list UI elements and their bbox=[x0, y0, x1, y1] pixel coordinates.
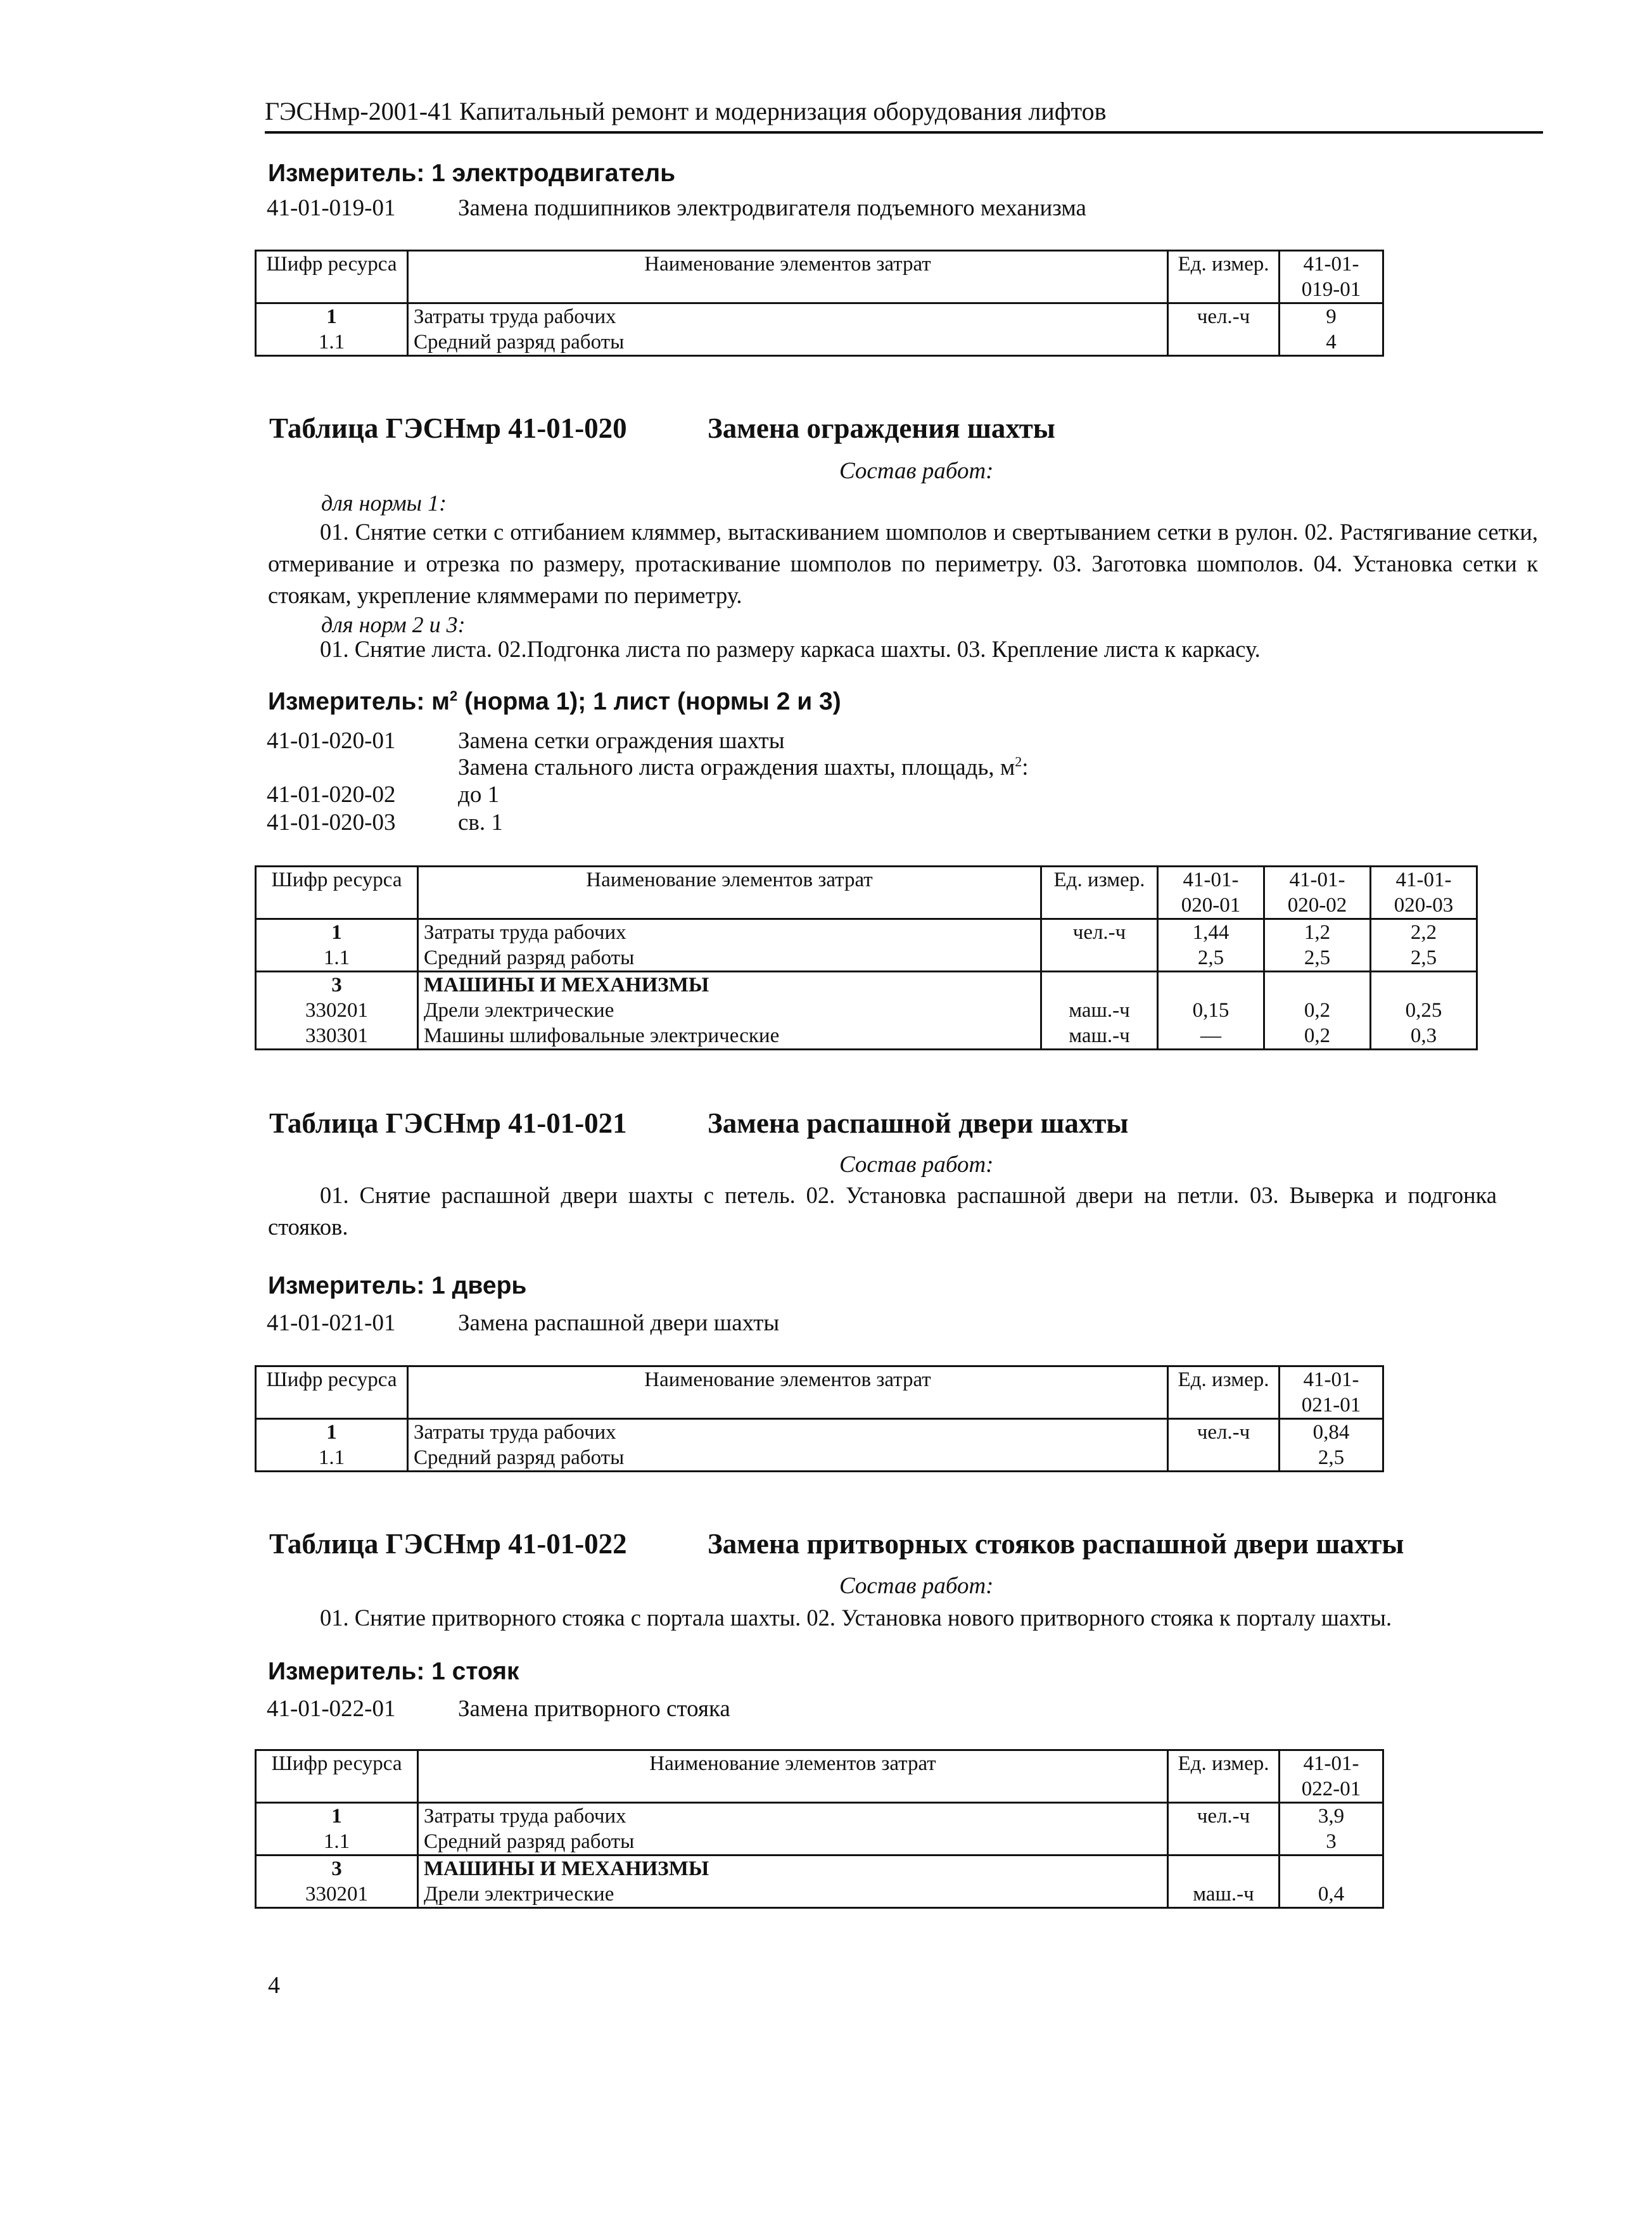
row-value bbox=[1264, 972, 1371, 998]
table-title-code: Таблица ГЭСНмр 41-01-022 bbox=[269, 1528, 627, 1560]
row-value bbox=[1158, 972, 1264, 998]
header-norm-2: 020-03 bbox=[1371, 893, 1477, 919]
row-code: 3 bbox=[256, 1856, 418, 1882]
norm-group-colon: : bbox=[1022, 754, 1029, 780]
work-composition-text: 01. Снятие притворного стояка с портала шахты. 02. Установка нового притворного стояка к порталу шахты. bbox=[320, 1605, 1392, 1631]
measure-text: Измеритель: м bbox=[268, 688, 450, 715]
row-name: Дрели электрические bbox=[418, 1881, 1168, 1908]
header-norm: 41-01- bbox=[1280, 251, 1383, 277]
norm-name: св. 1 bbox=[458, 810, 503, 836]
header-norm-2: 020-02 bbox=[1264, 893, 1371, 919]
row-name: Машины шлифовальные электрические bbox=[418, 1023, 1041, 1050]
row-value: 0,25 bbox=[1371, 998, 1477, 1023]
row-code: 1.1 bbox=[256, 1445, 408, 1472]
measure-line: Измеритель: 1 дверь bbox=[268, 1272, 527, 1299]
header-unit: Ед. измер. bbox=[1168, 1366, 1280, 1393]
row-name: Затраты труда рабочих bbox=[418, 1803, 1168, 1830]
row-value: 1,44 bbox=[1158, 919, 1264, 946]
row-value: 2,2 bbox=[1371, 919, 1477, 946]
row-unit bbox=[1168, 329, 1280, 356]
row-unit bbox=[1041, 972, 1158, 998]
row-unit: маш.-ч bbox=[1168, 1881, 1280, 1908]
header-norm: 41-01- bbox=[1280, 1750, 1383, 1777]
resource-table-022 bbox=[255, 1749, 1384, 1909]
row-unit: чел.-ч bbox=[1041, 919, 1158, 946]
header-name: Наименование элементов затрат bbox=[418, 1750, 1168, 1777]
table-title-name: Замена притворных стояков распашной двери шахты bbox=[708, 1528, 1404, 1560]
row-value: 1,2 bbox=[1264, 919, 1371, 946]
row-value: 3 bbox=[1280, 1829, 1383, 1856]
norm-group-text: Замена стального листа ограждения шахты, площадь, м bbox=[458, 754, 1015, 780]
row-name: Затраты труда рабочих bbox=[408, 1419, 1168, 1446]
header-norm-2: 022-01 bbox=[1280, 1776, 1383, 1803]
row-code: 330301 bbox=[256, 1023, 418, 1050]
row-unit bbox=[1168, 1856, 1280, 1882]
norm-2-3-label: для норм 2 и 3: bbox=[321, 612, 466, 637]
work-composition-label: Состав работ: bbox=[839, 458, 994, 484]
header-norm: 41-01- bbox=[1264, 867, 1371, 893]
resource-table-019 bbox=[255, 250, 1384, 357]
work-composition-label: Состав работ: bbox=[839, 1152, 994, 1178]
row-value: 0,2 bbox=[1264, 1023, 1371, 1050]
norm-code: 41-01-022-01 bbox=[267, 1696, 396, 1722]
row-value: 2,5 bbox=[1280, 1445, 1383, 1472]
row-unit: маш.-ч bbox=[1041, 998, 1158, 1023]
header-unit: Ед. измер. bbox=[1168, 1750, 1280, 1777]
norm-code: 41-01-021-01 bbox=[267, 1310, 396, 1336]
header-code: Шифр ресурса bbox=[256, 1750, 418, 1777]
row-value bbox=[1280, 1856, 1383, 1882]
row-code: 3 bbox=[256, 972, 418, 998]
row-value: 0,3 bbox=[1371, 1023, 1477, 1050]
resource-table-020 bbox=[255, 865, 1478, 1050]
row-value: — bbox=[1158, 1023, 1264, 1050]
measure-line bbox=[268, 688, 841, 716]
header-code: Шифр ресурса bbox=[256, 251, 408, 277]
row-code: 1 bbox=[256, 919, 418, 946]
row-unit bbox=[1041, 945, 1158, 972]
row-code: 1 bbox=[256, 303, 408, 330]
measure-line: Измеритель: 1 электродвигатель bbox=[268, 160, 676, 187]
measure-sup: 2 bbox=[450, 688, 458, 704]
row-name: Затраты труда рабочих bbox=[418, 919, 1041, 946]
row-code: 1 bbox=[256, 1803, 418, 1830]
running-header: ГЭСНмр-2001-41 Капитальный ремонт и модернизация оборудования лифтов bbox=[265, 96, 1543, 134]
measure-text-2: (норма 1); 1 лист (нормы 2 и 3) bbox=[457, 688, 841, 715]
header-name: Наименование элементов затрат bbox=[408, 251, 1168, 277]
header-unit: Ед. измер. bbox=[1041, 867, 1158, 893]
header-name: Наименование элементов затрат bbox=[408, 1366, 1168, 1393]
header-code: Шифр ресурса bbox=[256, 1366, 408, 1393]
norm-code: 41-01-020-01 bbox=[267, 728, 396, 754]
work-composition-text: 01. Снятие распашной двери шахты с петель. 02. Установка распашной двери на петли. 03. Выверка и подгонка стояков. bbox=[268, 1182, 1497, 1240]
row-unit bbox=[1168, 1829, 1280, 1856]
norm-name: Замена притворного стояка bbox=[458, 1696, 730, 1722]
row-value: 9 bbox=[1280, 303, 1383, 330]
norm-code: 41-01-020-03 bbox=[267, 810, 396, 836]
row-code: 1.1 bbox=[256, 1829, 418, 1856]
row-name: Средний разряд работы bbox=[408, 1445, 1168, 1472]
header-unit: Ед. измер. bbox=[1168, 251, 1280, 277]
row-unit: чел.-ч bbox=[1168, 1419, 1280, 1446]
row-value: 0,2 bbox=[1264, 998, 1371, 1023]
row-name: МАШИНЫ И МЕХАНИЗМЫ bbox=[418, 1856, 1168, 1882]
norm-name: Замена распашной двери шахты bbox=[458, 1310, 780, 1336]
row-value: 3,9 bbox=[1280, 1803, 1383, 1830]
row-name: Средний разряд работы bbox=[408, 329, 1168, 356]
norm-name: Замена сетки ограждения шахты bbox=[458, 728, 785, 754]
header-norm-2: 020-01 bbox=[1158, 893, 1264, 919]
table-title-code: Таблица ГЭСНмр 41-01-020 bbox=[269, 412, 627, 444]
resource-table-021 bbox=[255, 1365, 1384, 1472]
work-composition-text: 01. Снятие сетки с отгибанием кляммер, вытаскиванием шомполов и свертыванием сетки в рулон. 02. Растягивание сетки, отмеривание и отрезка по размеру, протаскивание шомполов по периметру. 03. Заготовка шомполов. 04. Установка сетки к стоякам, укрепление кляммерами по периметру. bbox=[268, 519, 1538, 608]
row-value: 2,5 bbox=[1371, 945, 1477, 972]
row-code: 1.1 bbox=[256, 329, 408, 356]
row-unit bbox=[1168, 1445, 1280, 1472]
row-value: 0,4 bbox=[1280, 1881, 1383, 1908]
table-title-code: Таблица ГЭСНмр 41-01-021 bbox=[269, 1107, 627, 1139]
header-norm-2: 021-01 bbox=[1280, 1392, 1383, 1419]
norm-1-label: для нормы 1: bbox=[321, 490, 447, 516]
norm-name: Замена подшипников электродвигателя подъемного механизма bbox=[458, 195, 1086, 221]
row-name: Дрели электрические bbox=[418, 998, 1041, 1023]
norm-name: до 1 bbox=[458, 782, 500, 808]
header-name: Наименование элементов затрат bbox=[418, 867, 1041, 893]
header-code: Шифр ресурса bbox=[256, 867, 418, 893]
row-value: 2,5 bbox=[1158, 945, 1264, 972]
row-name: Затраты труда рабочих bbox=[408, 303, 1168, 330]
norm-code: 41-01-020-02 bbox=[267, 782, 396, 808]
row-name: Средний разряд работы bbox=[418, 1829, 1168, 1856]
row-code: 1.1 bbox=[256, 945, 418, 972]
norm-code: 41-01-019-01 bbox=[267, 195, 396, 221]
header-norm-2: 019-01 bbox=[1280, 277, 1383, 303]
row-value bbox=[1371, 972, 1477, 998]
norm-group-sup: 2 bbox=[1015, 753, 1022, 770]
row-unit: маш.-ч bbox=[1041, 1023, 1158, 1050]
header-norm: 41-01- bbox=[1280, 1366, 1383, 1393]
row-name: МАШИНЫ И МЕХАНИЗМЫ bbox=[418, 972, 1041, 998]
row-code: 1 bbox=[256, 1419, 408, 1446]
row-code: 330201 bbox=[256, 998, 418, 1023]
page-number: 4 bbox=[268, 1972, 280, 1999]
measure-line: Измеритель: 1 стояк bbox=[268, 1658, 519, 1685]
table-title-name: Замена ограждения шахты bbox=[708, 412, 1055, 444]
row-code: 330201 bbox=[256, 1881, 418, 1908]
row-value: 4 bbox=[1280, 329, 1383, 356]
work-composition-text-2: 01. Снятие листа. 02.Подгонка листа по размеру каркаса шахты. 03. Крепление листа к каркасу. bbox=[320, 636, 1261, 662]
norm-group-name bbox=[458, 754, 1029, 781]
header-norm: 41-01- bbox=[1158, 867, 1264, 893]
work-composition-label: Состав работ: bbox=[839, 1573, 994, 1599]
row-unit: чел.-ч bbox=[1168, 303, 1280, 330]
header-norm: 41-01- bbox=[1371, 867, 1477, 893]
row-unit: чел.-ч bbox=[1168, 1803, 1280, 1830]
row-name: Средний разряд работы bbox=[418, 945, 1041, 972]
row-value: 0,15 bbox=[1158, 998, 1264, 1023]
row-value: 0,84 bbox=[1280, 1419, 1383, 1446]
row-value: 2,5 bbox=[1264, 945, 1371, 972]
table-title-name: Замена распашной двери шахты bbox=[708, 1107, 1129, 1139]
